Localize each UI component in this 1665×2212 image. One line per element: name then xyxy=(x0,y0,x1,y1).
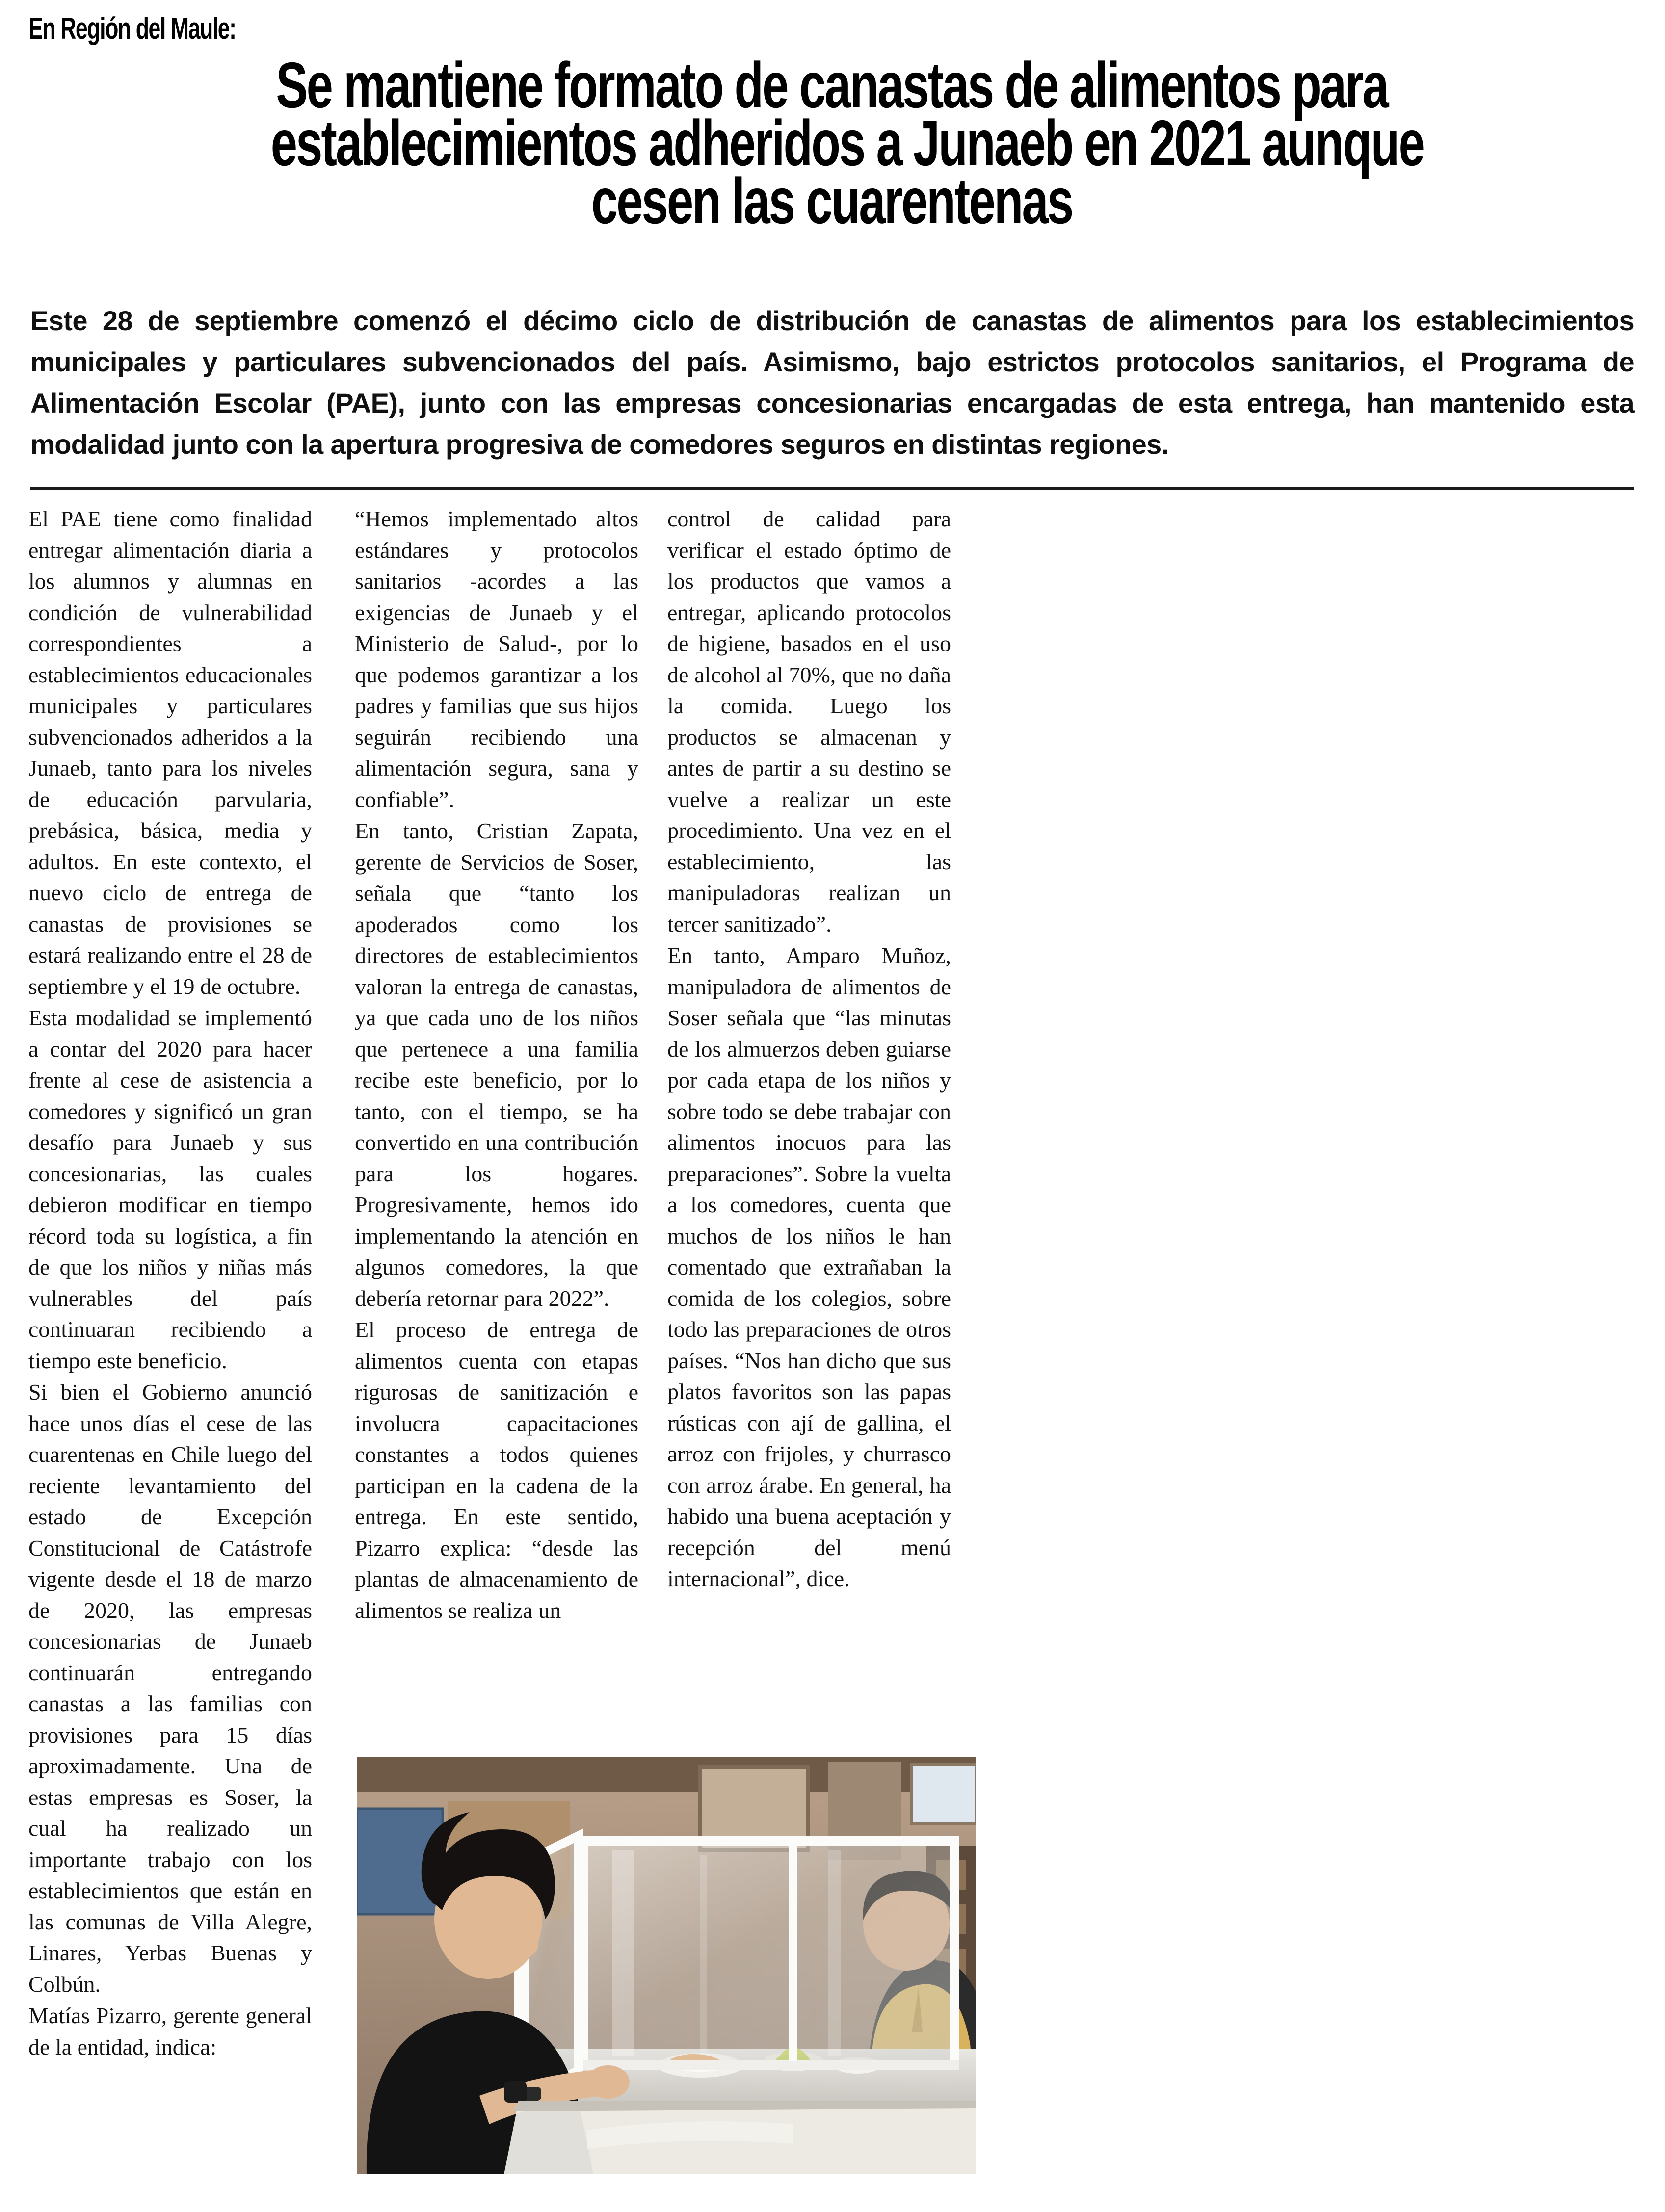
article-kicker: En Región del Maule: xyxy=(28,12,236,46)
article-lead-text: Este 28 de septiembre comenzó el décimo ciclo de distribución de canastas de alimentos para los establecimientos municipales y particulares subvencionados del país. Asimismo, bajo estrictos protocolos sanitarios, el Programa de Alimentación Escolar (PAE), junto con las empresas concesionarias encargadas de esta entrega, han mantenido esta modalidad junto con la apertura progresiva de comedores seguros en distintas regiones. xyxy=(30,305,1634,460)
paragraph: El proceso de entrega de alimentos cuenta con etapas rigurosas de sanitización e involucra capacitaciones constantes a todos quienes participan en la cadena de la entrega. En este sentido, Pizarro explica: “desde las plantas de almacenamiento de alimentos se realiza un xyxy=(355,1317,638,1623)
article-photo xyxy=(357,1757,976,2174)
page-title xyxy=(74,49,1590,237)
paragraph: En tanto, Cristian Zapata, gerente de Servicios de Soser, señala que “tanto los apoderados como los directores de establecimientos valoran la entrega de canastas, ya que cada uno de los niños que pertenece a una familia recibe este beneficio, por lo tanto, con el tiempo, se ha convertido en una contribución para los hogares. Progresivamente, hemos ido implementando la atención en algunos comedores, la que debería retornar para 2022”. xyxy=(355,818,638,1311)
article-column-1 xyxy=(28,503,312,2062)
cafeteria-photo-illustration xyxy=(357,1757,976,2174)
headline-line-3: cesen las cuarentenas xyxy=(591,165,1073,237)
headline-line-2: establecimientos adheridos a Junaeb en 2021 aunque xyxy=(270,107,1424,179)
paragraph: Esta modalidad se implementó a contar del 2020 para hacer frente al cese de asistencia a comedores y significó un gran desafío para Junaeb y sus concesionarias, las cuales debieron modificar en tiempo récord toda su logística, a fin de que los niños y niñas más vulnerables del país continuaran recibiendo a tiempo este beneficio. xyxy=(28,1005,312,1373)
header-divider xyxy=(30,487,1634,490)
article-column-2 xyxy=(355,503,638,1626)
headline-line-1: Se mantiene formato de canastas de alimentos para xyxy=(276,49,1388,121)
article-lead xyxy=(30,300,1634,465)
article-column-3 xyxy=(667,503,951,1594)
paragraph: Si bien el Gobierno anunció hace unos días el cese de las cuarentenas en Chile luego del reciente levantamiento del estado de Excepción Constitucional de Catástrofe vigente desde el 18 de marzo de 2020, las empresas concesionarias de Junaeb continuarán entregando canastas a las familias con provisiones para 15 días aproximadamente. Una de estas empresas es Soser, la cual ha realizado un importante trabajo con los establecimientos que están en las comunas de Villa Alegre, Linares, Yerbas Buenas y Colbún. xyxy=(28,1379,312,1997)
paragraph: Matías Pizarro, gerente general de la entidad, indica: xyxy=(28,2003,312,2059)
paragraph: El PAE tiene como finalidad entregar alimentación diaria a los alumnos y alumnas en condición de vulnerabilidad correspondientes a establecimientos educacionales municipales y particulares subvencionados adheridos a la Junaeb, tanto para los niveles de educación parvularia, prebásica, básica, media y adultos. En este contexto, el nuevo ciclo de entrega de canastas de provisiones se estará realizando entre el 28 de septiembre y el 19 de octubre. xyxy=(28,506,312,999)
paragraph: “Hemos implementado altos estándares y protocolos sanitarios -acordes a las exigencias de Junaeb y el Ministerio de Salud-, por lo que podemos garantizar a los padres y familias que sus hijos seguirán recibiendo una alimentación segura, sana y confiable”. xyxy=(355,506,638,812)
paragraph: control de calidad para verificar el estado óptimo de los productos que vamos a entregar, aplicando protocolos de higiene, basados en el uso de alcohol al 70%, que no daña la comida. Luego los productos se almacenan y antes de partir a su destino se vuelve a realizar un este procedimiento. Una vez en el establecimiento, las manipuladoras realizan un tercer sanitizado”. xyxy=(667,506,951,937)
paragraph: En tanto, Amparo Muñoz, manipuladora de alimentos de Soser señala que “las minutas de los almuerzos deben guiarse por cada etapa de los niños y sobre todo se debe trabajar con alimentos inocuos para las preparaciones”. Sobre la vuelta a los comedores, cuenta que muchos de los niños le han comentado que extrañaban la comida de los colegios, sobre todo las preparaciones de otros países. “Nos han dicho que sus platos favoritos son las papas rústicas con ají de gallina, el arroz con frijoles, y churrasco con arroz árabe. En general, ha habido una buena aceptación y recepción del menú internacional”, dice. xyxy=(667,943,951,1591)
